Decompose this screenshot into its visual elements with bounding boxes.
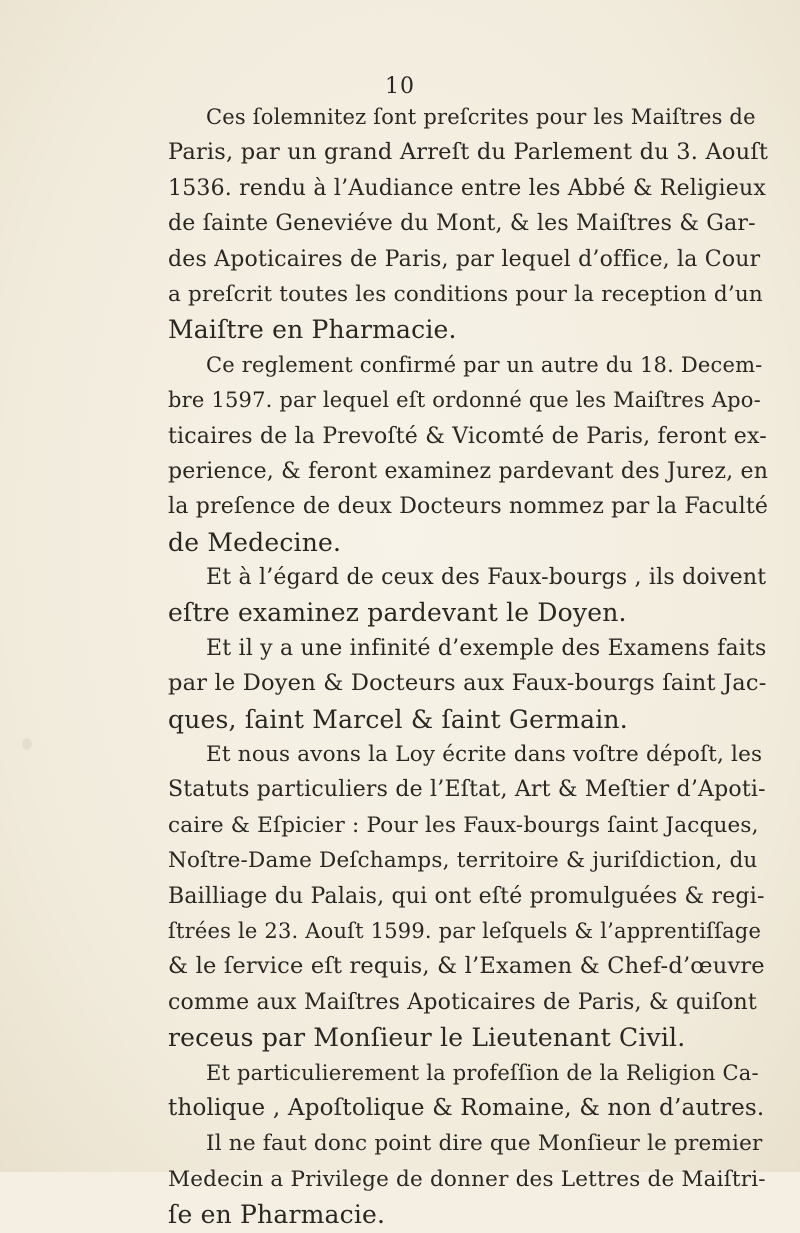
paragraph <box>168 100 768 348</box>
body-text <box>168 100 768 1233</box>
text-line: Et il y a une infinité d’exemple des Examens faits <box>206 635 767 661</box>
text-line: comme aux Maiſtres Apoticaires de Paris, & quiſont <box>168 989 757 1015</box>
text-line: perience, & feront examinez pardevant des Jurez, en <box>168 458 769 484</box>
text-line: Paris, par un grand Arreſt du Parlement du 3. Aouſt <box>168 139 769 166</box>
text-line: Et particulierement la profeſſion de la Religion Ca- <box>206 1060 759 1085</box>
text-line: Et nous avons la Loy écrite dans voſtre dépoſt, les <box>206 742 763 768</box>
text-line: Noſtre-Dame Deſchamps, territoire & juriſdiction, du <box>168 848 758 874</box>
text-line: caire & Eſpicier : Pour les Faux-bourgs ſaint Jacques, <box>168 812 759 838</box>
text-line: Maiſtre en Pharmacie. <box>168 315 457 345</box>
paragraph <box>168 348 768 560</box>
text-line: receus par Monſieur le Lieutenant Civil. <box>168 1023 686 1053</box>
text-line: Ces ſolemnitez ſont preſcrites pour les Maiſtres de <box>206 105 756 129</box>
paper-stain <box>22 738 32 750</box>
paragraph <box>168 737 768 1056</box>
text-line: a preſcrit toutes les conditions pour la reception d’un <box>168 281 763 307</box>
text-line: par le Doyen & Docteurs aux Faux-bourgs ſaint Jac- <box>168 670 767 697</box>
text-line: Statuts particuliers de l’Eſtat, Art & Meſtier d’Apoti- <box>168 777 766 803</box>
text-line: Et à l’égard de ceux des Faux-bourgs , ils doivent <box>206 565 767 591</box>
text-line: Bailliage du Palais, qui ont eſté promulguées & regi- <box>168 883 765 909</box>
text-line: & le ſervice eſt requis, & l’Examen & Chef-d’œuvre <box>168 953 765 980</box>
text-line: Ce reglement confirmé par un autre du 18. Decem- <box>206 352 763 377</box>
text-line: de Medecine. <box>168 527 342 557</box>
text-line: ques, ſaint Marcel & ſaint Germain. <box>168 704 628 734</box>
text-line: des Apoticaires de Paris, par lequel d’office, la Cour <box>168 246 761 272</box>
text-line: ticaires de la Prevoſté & Vicomté de Paris, feront ex- <box>168 423 767 449</box>
page-number: 10 <box>385 74 415 99</box>
paragraph <box>168 1126 768 1232</box>
text-line: ſtrées le 23. Aouſt 1599. par leſquels & l’apprentiſſage <box>168 918 762 943</box>
text-line: Medecin a Privilege de donner des Lettres de Maiſtri- <box>168 1166 766 1192</box>
text-line: bre 1597. par lequel eſt ordonné que les Maiſtres Apo- <box>168 388 761 413</box>
paragraph <box>168 560 768 631</box>
paragraph <box>168 631 768 737</box>
text-line: eſtre examinez pardevant le Doyen. <box>168 598 627 628</box>
text-line: ſe en Pharmacie. <box>168 1200 386 1230</box>
text-line: Il ne faut donc point dire que Monſieur le premier <box>206 1131 763 1157</box>
text-line: la preſence de deux Docteurs nommez par la Faculté <box>168 494 769 520</box>
text-line: tholique , Apoſtolique & Romaine, & non d’autres. <box>168 1094 765 1121</box>
paragraph <box>168 1056 768 1127</box>
text-line: de ſainte Geneviéve du Mont, & les Maiſtres & Gar- <box>168 211 756 237</box>
text-line: 1536. rendu à l’Audiance entre les Abbé & Religieux <box>168 175 766 201</box>
